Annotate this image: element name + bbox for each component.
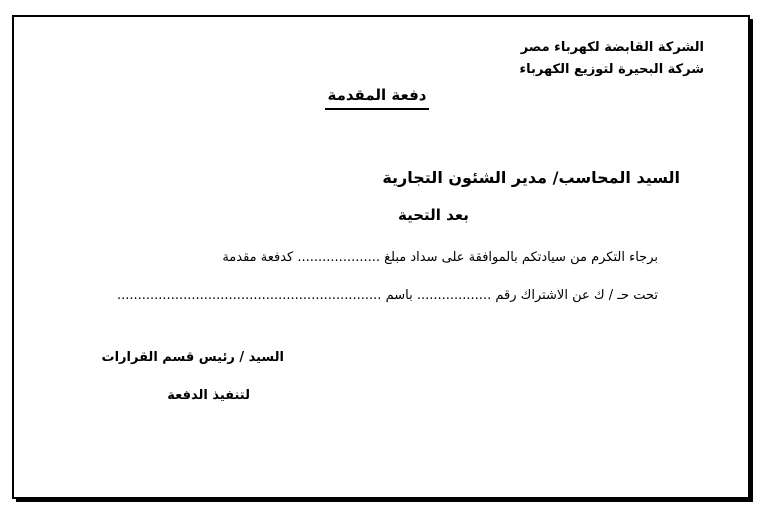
greeting-line: بعد التحية [398,206,469,224]
request-amount-line: برجاء التكرم من سيادتكم بالموافقة على سداد مبلغ .................... كدفعة مقدمة [222,250,658,265]
company-holding-name: الشركة القابضة لكهرباء مصر [520,40,704,55]
company-distribution-name: شركة البحيرة لتوزيع الكهرباء [519,62,704,77]
signature-instruction: لتنفيذ الدفعة [167,388,250,403]
border-shadow-right [750,19,753,502]
recipient-line: السيد المحاسب/ مدير الشئون التجارية [382,168,680,187]
signature-title: السيد / رئيس قسم القرارات [101,350,284,365]
subscription-account-line: تحت حـ / ك عن الاشتراك رقم .................. باسم ................................................................ [116,288,658,303]
title-underline [325,108,429,110]
border-shadow-bottom [16,499,753,502]
document-title: دفعة المقدمة [327,86,427,104]
